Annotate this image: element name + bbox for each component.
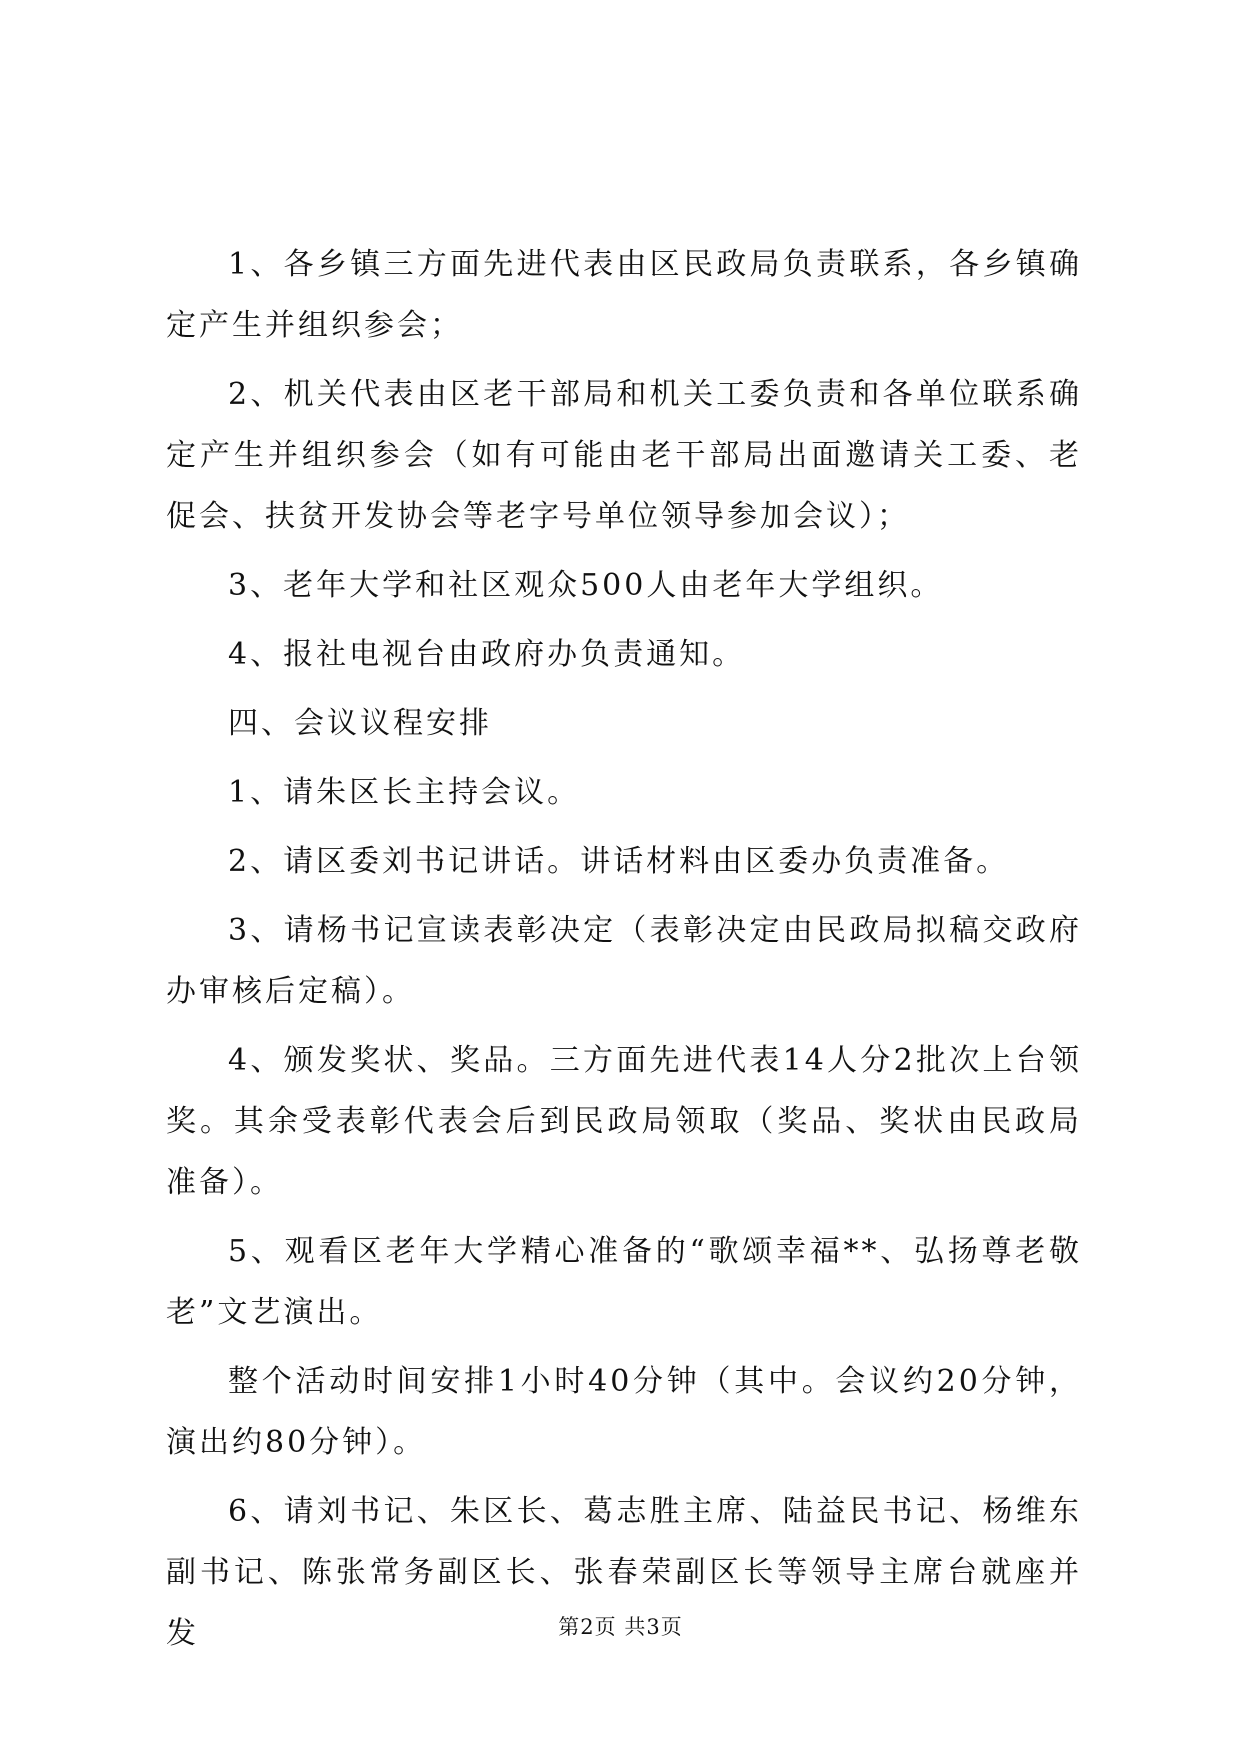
- paragraph-agenda-leaders: 6、请刘书记、朱区长、葛志胜主席、陆益民书记、杨维东副书记、陈张常务副区长、张春荣副区长等领导主席台就座并发: [166, 1494, 1082, 1651]
- paragraph-delegates-towns: 1、各乡镇三方面先进代表由区民政局负责联系，各乡镇确定产生并组织参会；: [166, 247, 1082, 343]
- paragraph-schedule: 整个活动时间安排1小时40分钟（其中。会议约20分钟，演出约80分钟）。: [166, 1364, 1082, 1460]
- paragraph-agenda-host: 1、请朱区长主持会议。: [228, 775, 581, 810]
- document-body: [166, 234, 1082, 1672]
- paragraph-audience: 3、老年大学和社区观众500人由老年大学组织。: [228, 568, 944, 603]
- paragraph-delegates-organs: 2、机关代表由区老干部局和机关工委负责和各单位联系确定产生并组织参会（如有可能由老干部局出面邀请关工委、老促会、扶贫开发协会等老字号单位领导参加会议）；: [166, 377, 1082, 534]
- paragraph-agenda-awards: 4、颁发奖状、奖品。三方面先进代表14人分2批次上台领奖。其余受表彰代表会后到民政局领取（奖品、奖状由民政局准备）。: [166, 1043, 1082, 1200]
- page-footer: 第2页 共3页: [558, 1615, 683, 1639]
- paragraph-agenda-speech: 2、请区委刘书记讲话。讲话材料由区委办负责准备。: [228, 844, 1010, 879]
- paragraph-media: 4、报社电视台由政府办负责通知。: [228, 637, 746, 672]
- section-heading-agenda: 四、会议议程安排: [228, 706, 492, 741]
- paragraph-agenda-decision: 3、请杨书记宣读表彰决定（表彰决定由民政局拟稿交政府办审核后定稿）。: [166, 913, 1082, 1009]
- paragraph-agenda-performance: 5、观看区老年大学精心准备的“歌颂幸福**、弘扬尊老敬老”文艺演出。: [166, 1234, 1082, 1330]
